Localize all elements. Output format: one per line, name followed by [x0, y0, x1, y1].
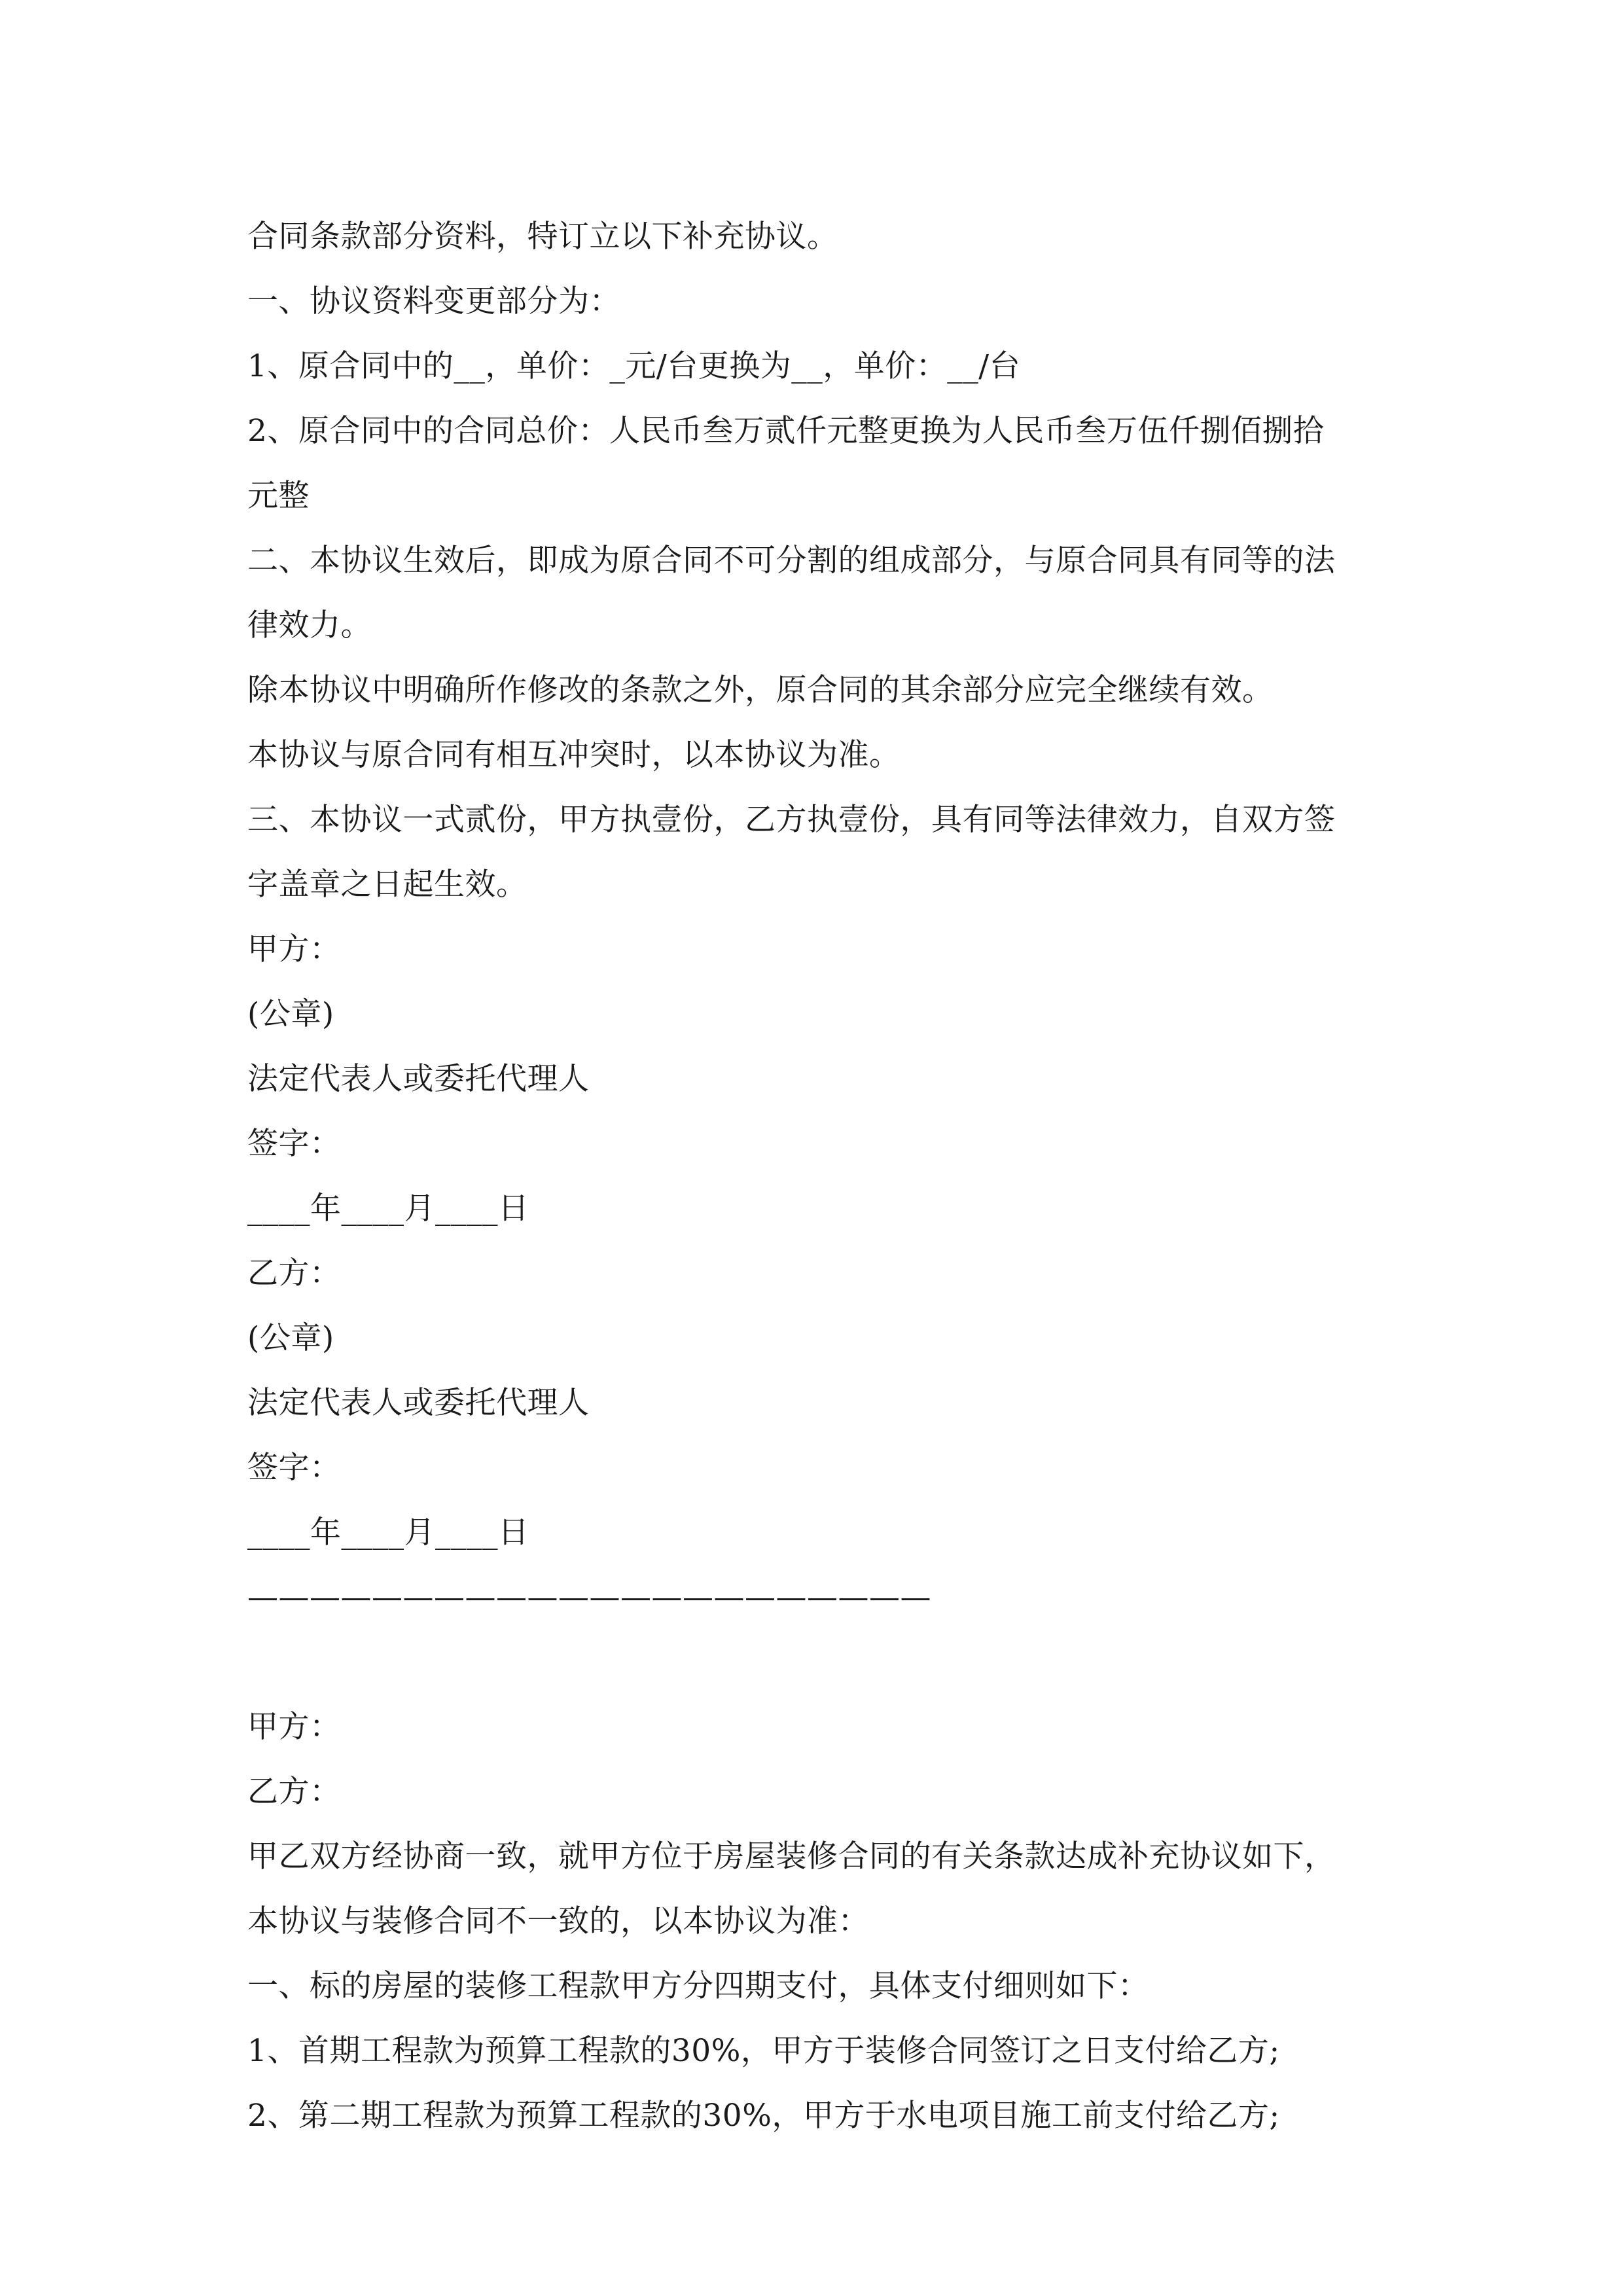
seal-label: (公章) — [247, 996, 334, 1032]
signature-label: 签字： — [247, 1450, 341, 1486]
date-blank: ____年____月____日 — [247, 1191, 529, 1227]
text-line: 1、原合同中的__，单价：_元/台更换为__，单价：__/台 — [247, 348, 1021, 384]
document-body — [247, 204, 1419, 2148]
divider-line: —————————————————————— — [247, 1579, 931, 1615]
date-blank: ____年____月____日 — [247, 1515, 529, 1551]
text-line: 律效力。 — [247, 607, 372, 643]
seal-label: (公章) — [247, 1320, 334, 1356]
text-line: 合同条款部分资料，特订立以下补充协议。 — [247, 219, 838, 255]
representative-label: 法定代表人或委托代理人 — [247, 1385, 590, 1421]
section-heading: 一、协议资料变更部分为： — [247, 283, 620, 319]
party-a-label: 甲方： — [247, 931, 341, 967]
text-line: 甲乙双方经协商一致，就甲方位于房屋装修合同的有关条款达成补充协议如下， — [247, 1839, 1336, 1874]
representative-label: 法定代表人或委托代理人 — [247, 1061, 590, 1097]
section-heading: 三、本协议一式贰份，甲方执壹份，乙方执壹份，具有同等法律效力，自双方签 — [247, 802, 1336, 838]
text-line: 元整 — [247, 478, 310, 514]
party-a-label: 甲方： — [247, 1709, 341, 1745]
text-line: 本协议与装修合同不一致的，以本协议为准： — [247, 1903, 869, 1939]
text-line: 2、原合同中的合同总价：人民币叁万贰仟元整更换为人民币叁万伍仟捌佰捌拾 — [247, 413, 1325, 449]
blank-line — [247, 1630, 1419, 1695]
party-b-label: 乙方： — [247, 1255, 341, 1291]
party-b-label: 乙方： — [247, 1774, 341, 1810]
text-line: 1、首期工程款为预算工程款的30%，甲方于装修合同签订之日支付给乙方; — [247, 2033, 1280, 2069]
text-line: 2、第二期工程款为预算工程款的30%，甲方于水电项目施工前支付给乙方; — [247, 2098, 1280, 2134]
text-line: 本协议与原合同有相互冲突时，以本协议为准。 — [247, 737, 901, 773]
section-heading: 一、标的房屋的装修工程款甲方分四期支付，具体支付细则如下： — [247, 1968, 1149, 2004]
text-line: 字盖章之日起生效。 — [247, 867, 527, 903]
signature-label: 签字： — [247, 1126, 341, 1162]
section-heading: 二、本协议生效后，即成为原合同不可分割的组成部分，与原合同具有同等的法 — [247, 543, 1336, 579]
text-line: 除本协议中明确所作修改的条款之外，原合同的其余部分应完全继续有效。 — [247, 672, 1274, 708]
